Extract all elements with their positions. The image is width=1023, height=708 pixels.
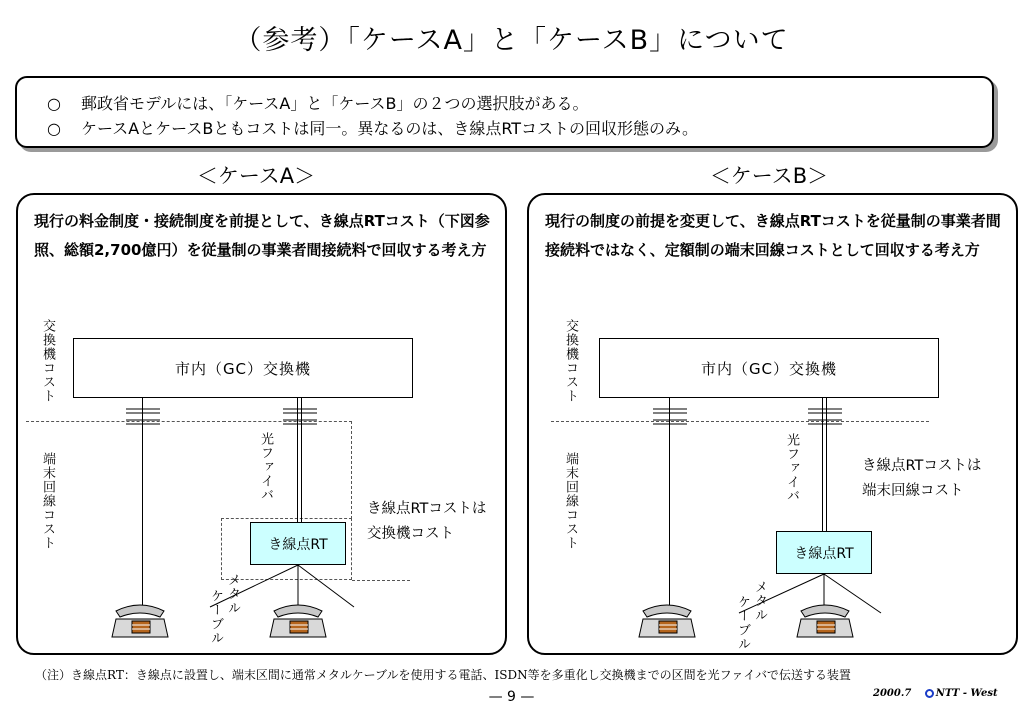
summary-item-text: ケースAとケースBともコストは同一。異なるのは、き線点RTコストの回収形態のみ。	[81, 119, 699, 138]
stamp-brand: NTT - West	[935, 688, 998, 699]
page-number: — 9 —	[488, 689, 535, 705]
metal-cable-fanout	[18, 195, 509, 657]
cable-label: ケーブル	[208, 589, 223, 645]
fiber-label: 光ファイバ	[258, 432, 273, 502]
fiber-label: 光ファイバ	[784, 433, 799, 503]
case-b-description: 現行の制度の前提を変更して、き線点RTコストを従量制の事業者間接続料ではなく、定額制の端末回線コストとして回収する考え方	[545, 212, 1001, 259]
bullet-circle-icon: ○	[47, 119, 61, 138]
telephone-icon	[637, 601, 697, 641]
bullet-circle-icon: ○	[47, 94, 61, 113]
rt-box: き線点RT	[776, 531, 872, 574]
ntt-logo-icon	[925, 689, 934, 698]
cable-label: ケーブル	[735, 595, 750, 651]
footer-stamp	[873, 688, 998, 699]
rt-box: き線点RT	[250, 522, 346, 565]
case-a-panel	[16, 193, 507, 655]
line-cost-label: 端末回線コスト	[40, 452, 55, 550]
rt-cost-note-line: 端末回線コスト	[862, 483, 964, 499]
metal-label: メタル	[225, 573, 240, 615]
rt-cost-note	[367, 497, 486, 547]
case-a-description: 現行の料金制度・接続制度を前提として、き線点RTコスト（下図参照、総額2,700億円）を従量制の事業者間接続料で回収する考え方	[34, 212, 490, 259]
case-b-panel	[527, 193, 1018, 655]
telephone-icon	[110, 601, 170, 641]
summary-callout	[15, 76, 994, 148]
metal-cable-fanout	[529, 195, 1020, 657]
footnote: （注）き線点RT：き線点に設置し、端末区間に通常メタルケーブルを使用する電話、ISDN等を多重化し交換機までの区間を光ファイバで伝送する装置	[35, 668, 851, 682]
case-a-label: ＜ケースA＞	[196, 164, 316, 188]
rt-cost-note-line: き線点RTコストは	[367, 501, 487, 517]
page-title: （参考）「ケースA」と「ケースB」について	[234, 25, 789, 56]
metal-label: メタル	[752, 580, 767, 622]
summary-item	[47, 116, 698, 139]
rt-cost-note-line: き線点RTコストは	[862, 458, 982, 474]
exchange-cost-label: 交換機コスト	[40, 319, 55, 403]
rt-cost-note-line: 交換機コスト	[367, 526, 454, 542]
rt-cost-note	[862, 454, 981, 504]
telephone-icon	[268, 601, 328, 641]
telephone-icon	[795, 601, 855, 641]
stamp-date: 2000.7	[873, 688, 912, 699]
summary-item	[47, 91, 589, 114]
local-exchange-box: 市内（GC）交換機	[73, 338, 413, 398]
line-cost-label: 端末回線コスト	[563, 452, 578, 550]
case-b-label: ＜ケースB＞	[709, 164, 829, 188]
summary-item-text: 郵政省モデルには、「ケースA」と「ケースB」の２つの選択肢がある。	[81, 94, 589, 113]
exchange-cost-label: 交換機コスト	[563, 319, 578, 403]
local-exchange-box: 市内（GC）交換機	[599, 338, 939, 398]
